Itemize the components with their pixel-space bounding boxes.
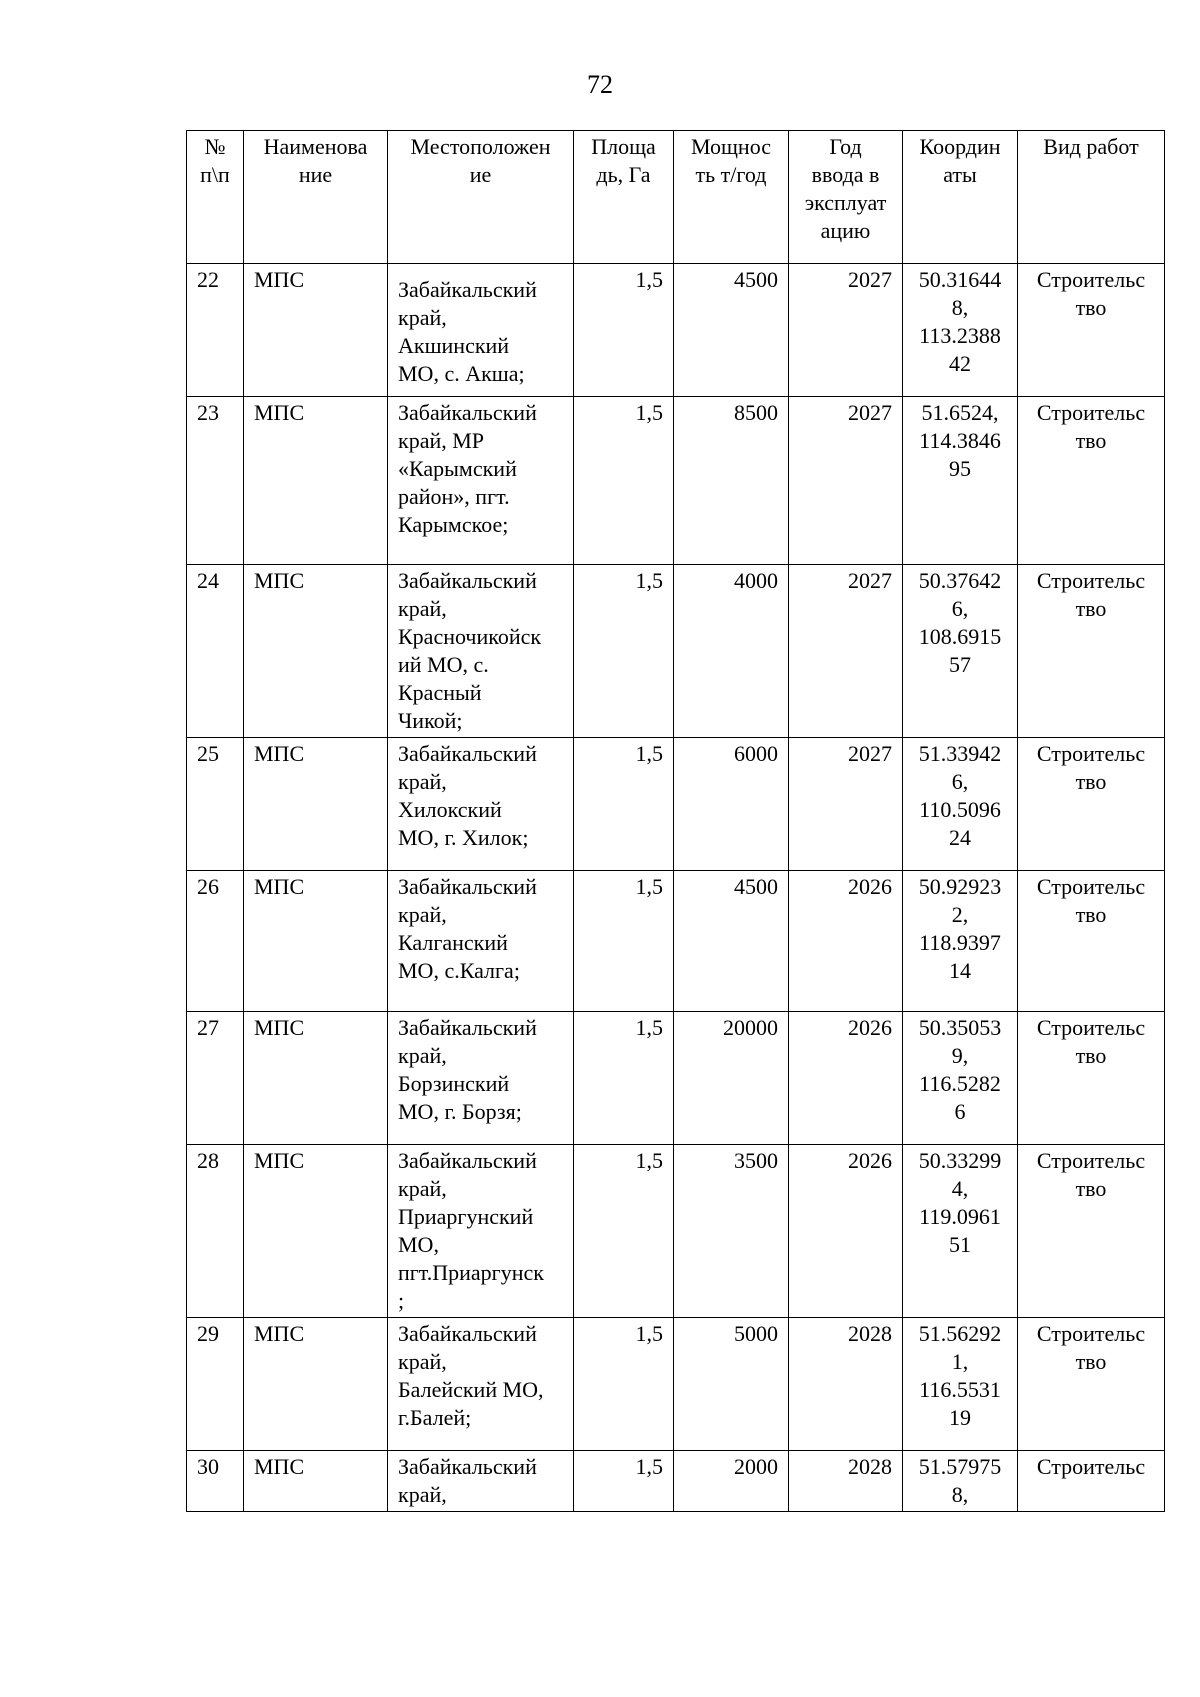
row-work: Строительс тво [1018, 264, 1165, 397]
row-number: 22 [187, 264, 244, 397]
row-coords: 51.33942 6, 110.5096 24 [903, 738, 1018, 871]
row-year: 2026 [789, 1012, 903, 1145]
row-location: Забайкальский край, Балейский МО, г.Балей; [388, 1318, 574, 1451]
row-name: МПС [244, 397, 388, 565]
row-power: 20000 [674, 1012, 789, 1145]
row-location: Забайкальский край, МР «Карымский район», пгт. Карымское; [388, 397, 574, 565]
row-number: 25 [187, 738, 244, 871]
table-row [187, 1012, 1165, 1145]
row-year: 2028 [789, 1318, 903, 1451]
row-number: 26 [187, 871, 244, 1012]
row-area: 1,5 [574, 1318, 674, 1451]
row-location: Забайкальский край, Красночикойск ий МО, с. Красный Чикой; [388, 565, 574, 738]
table-row [187, 871, 1165, 1012]
header-year: Год ввода в эксплуат ацию [789, 131, 903, 264]
row-name: МПС [244, 1451, 388, 1512]
row-coords: 50.31644 8, 113.2388 42 [903, 264, 1018, 397]
row-area: 1,5 [574, 1451, 674, 1512]
header-work: Вид работ [1018, 131, 1165, 264]
object-table [186, 130, 1165, 1512]
row-number: 27 [187, 1012, 244, 1145]
row-year: 2027 [789, 264, 903, 397]
row-work: Строительс тво [1018, 565, 1165, 738]
row-year: 2027 [789, 397, 903, 565]
row-power: 3500 [674, 1145, 789, 1318]
row-area: 1,5 [574, 1012, 674, 1145]
row-work: Строительс тво [1018, 1145, 1165, 1318]
table-row [187, 1318, 1165, 1451]
row-location: Забайкальский край, Калганский МО, с.Калга; [388, 871, 574, 1012]
row-work: Строительс тво [1018, 1012, 1165, 1145]
header-area: Площа дь, Га [574, 131, 674, 264]
row-work: Строительс [1018, 1451, 1165, 1512]
row-location: Забайкальский край, Акшинский МО, с. Акша; [388, 264, 574, 397]
header-number: № п\п [187, 131, 244, 264]
row-power: 4500 [674, 871, 789, 1012]
row-area: 1,5 [574, 1145, 674, 1318]
table-row [187, 397, 1165, 565]
row-year: 2026 [789, 871, 903, 1012]
table-row [187, 738, 1165, 871]
row-coords: 50.35053 9, 116.5282 6 [903, 1012, 1018, 1145]
row-location: Забайкальский край, Хилокский МО, г. Хилок; [388, 738, 574, 871]
header-power: Мощнос ть т/год [674, 131, 789, 264]
table-row [187, 1145, 1165, 1318]
row-name: МПС [244, 738, 388, 871]
row-number: 23 [187, 397, 244, 565]
row-name: МПС [244, 1318, 388, 1451]
row-power: 4500 [674, 264, 789, 397]
row-area: 1,5 [574, 871, 674, 1012]
row-name: МПС [244, 1145, 388, 1318]
page-number: 72 [587, 70, 613, 99]
row-area: 1,5 [574, 738, 674, 871]
header-location: Местоположен ие [388, 131, 574, 264]
row-name: МПС [244, 1012, 388, 1145]
row-location: Забайкальский край, Приаргунский МО, пгт.Приаргунск ; [388, 1145, 574, 1318]
row-coords: 50.37642 6, 108.6915 57 [903, 565, 1018, 738]
row-work: Строительс тво [1018, 871, 1165, 1012]
row-coords: 51.57975 8, [903, 1451, 1018, 1512]
row-coords: 51.6524, 114.3846 95 [903, 397, 1018, 565]
row-year: 2026 [789, 1145, 903, 1318]
row-name: МПС [244, 871, 388, 1012]
row-number: 29 [187, 1318, 244, 1451]
row-year: 2027 [789, 738, 903, 871]
row-location: Забайкальский край, [388, 1451, 574, 1512]
row-work: Строительс тво [1018, 1318, 1165, 1451]
row-year: 2027 [789, 565, 903, 738]
row-number: 28 [187, 1145, 244, 1318]
row-power: 5000 [674, 1318, 789, 1451]
row-number: 24 [187, 565, 244, 738]
row-location: Забайкальский край, Борзинский МО, г. Борзя; [388, 1012, 574, 1145]
row-power: 8500 [674, 397, 789, 565]
table-header-row [187, 131, 1165, 264]
table-row [187, 264, 1165, 397]
row-area: 1,5 [574, 264, 674, 397]
row-coords: 51.56292 1, 116.5531 19 [903, 1318, 1018, 1451]
header-coords: Координ аты [903, 131, 1018, 264]
row-area: 1,5 [574, 565, 674, 738]
row-coords: 50.92923 2, 118.9397 14 [903, 871, 1018, 1012]
row-number: 30 [187, 1451, 244, 1512]
row-power: 6000 [674, 738, 789, 871]
header-name: Наименова ние [244, 131, 388, 264]
row-name: МПС [244, 565, 388, 738]
row-name: МПС [244, 264, 388, 397]
row-power: 2000 [674, 1451, 789, 1512]
row-year: 2028 [789, 1451, 903, 1512]
row-area: 1,5 [574, 397, 674, 565]
table-row [187, 1451, 1165, 1512]
table-row [187, 565, 1165, 738]
row-work: Строительс тво [1018, 397, 1165, 565]
row-work: Строительс тво [1018, 738, 1165, 871]
row-coords: 50.33299 4, 119.0961 51 [903, 1145, 1018, 1318]
row-power: 4000 [674, 565, 789, 738]
